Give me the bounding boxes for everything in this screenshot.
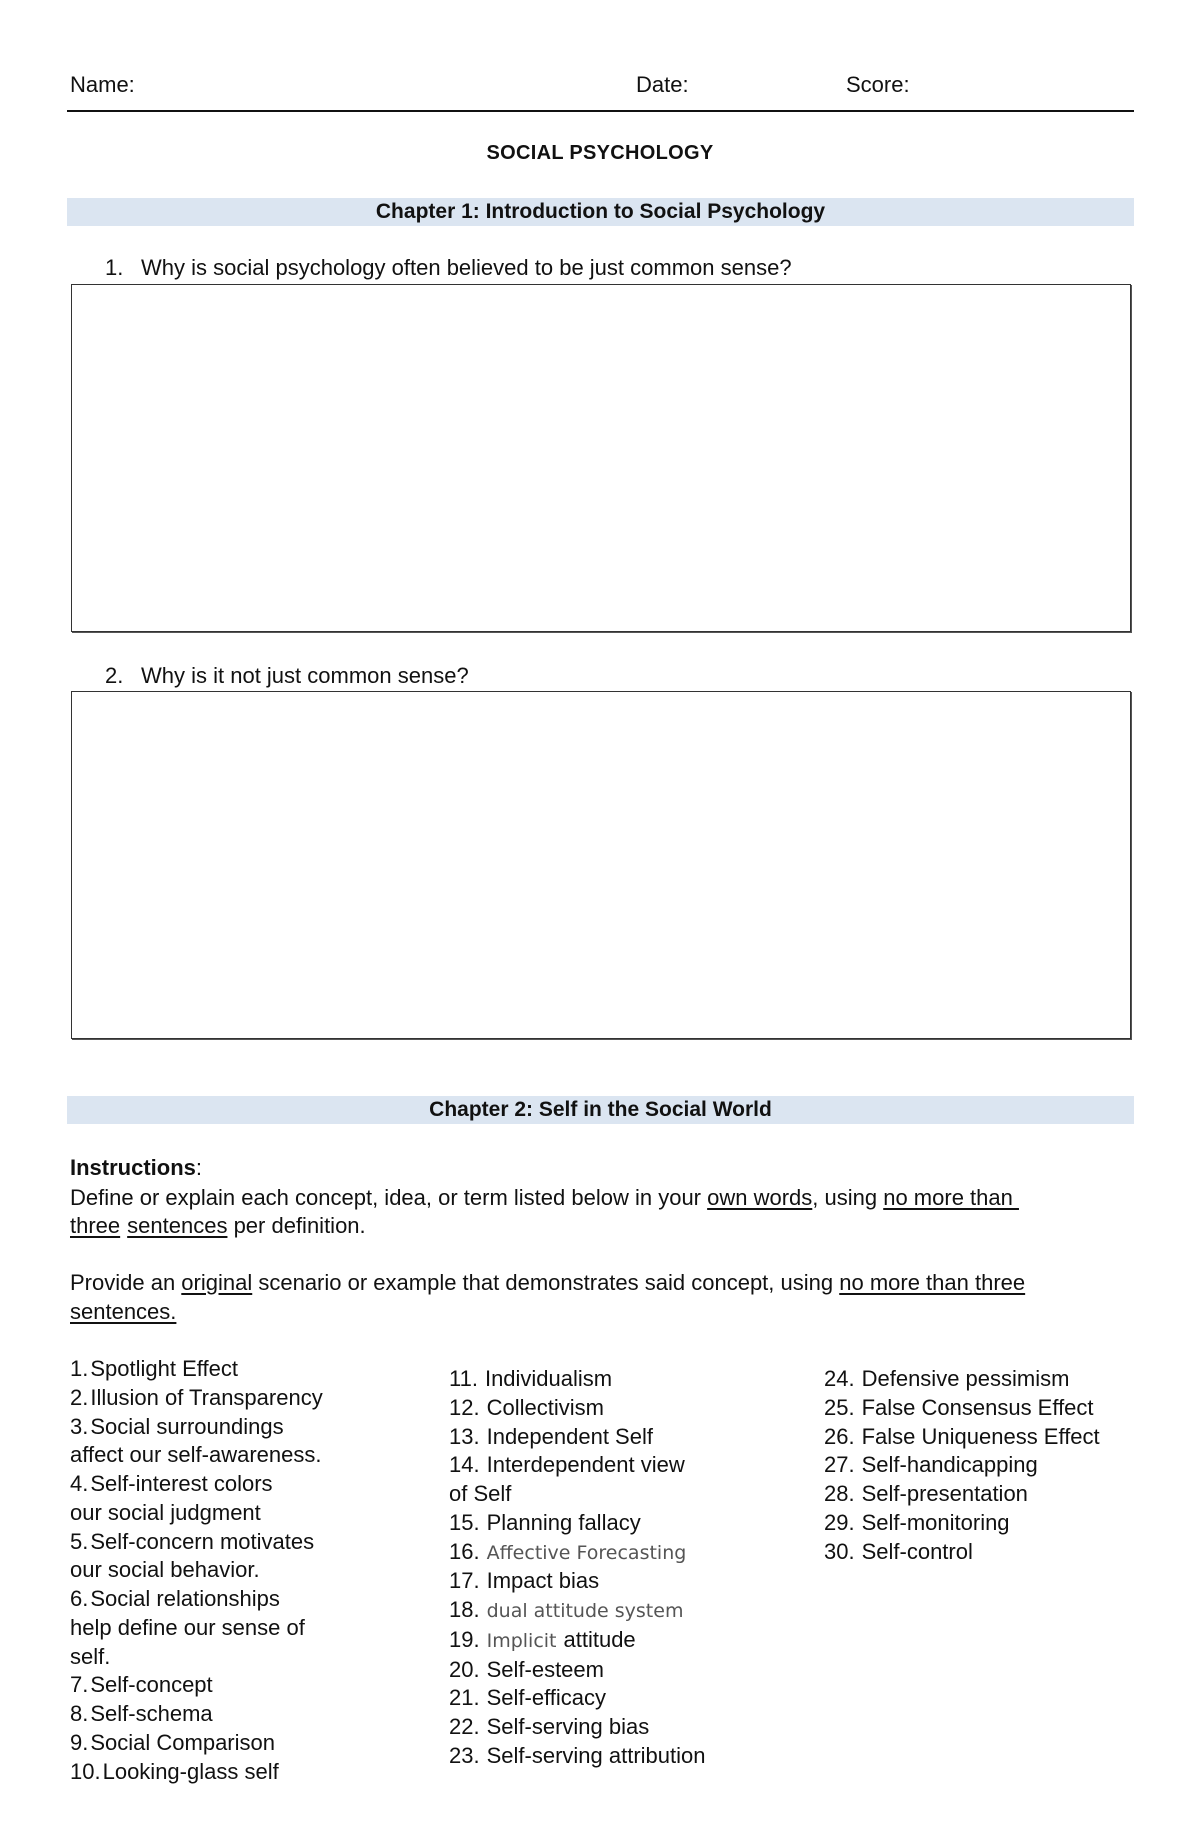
term-text: Planning fallacy bbox=[486, 1509, 641, 1535]
question-number: 2. bbox=[105, 663, 124, 688]
term-text: Self-control bbox=[861, 1538, 973, 1564]
term-text: Self-interest colors our social judgment bbox=[70, 1471, 273, 1525]
question-text: Why is it not just common sense? bbox=[141, 663, 469, 688]
term-number: 4. bbox=[70, 1471, 89, 1496]
term-text: Self-serving bias bbox=[486, 1714, 650, 1739]
term-number: 27. bbox=[824, 1452, 855, 1478]
terms-column-1 bbox=[70, 1355, 323, 1786]
term-text: Self-concept bbox=[90, 1672, 213, 1698]
term-text: Individualism bbox=[484, 1366, 613, 1391]
term-number: 28. bbox=[824, 1481, 855, 1506]
instruction-text: Provide an bbox=[70, 1270, 182, 1295]
term-number: 12. bbox=[449, 1394, 480, 1420]
term-item bbox=[824, 1509, 1100, 1538]
term-number: 15. bbox=[449, 1509, 480, 1535]
term-text: Self-schema bbox=[90, 1701, 213, 1726]
term-item bbox=[824, 1394, 1100, 1423]
instruction-emphasis: sentences bbox=[127, 1213, 228, 1238]
term-number: 9. bbox=[70, 1729, 89, 1755]
term-text: Impact bias bbox=[486, 1568, 600, 1594]
chapter1-heading: Chapter 1: Introduction to Social Psychology bbox=[67, 198, 1134, 226]
term-number: 17. bbox=[449, 1568, 480, 1594]
instruction-emphasis: no more than three bbox=[839, 1270, 1026, 1295]
term-item bbox=[449, 1626, 705, 1656]
term-text: Defensive pessimism bbox=[861, 1366, 1070, 1391]
instruction-text: Define or explain each concept, idea, or term listed below in your bbox=[70, 1185, 708, 1210]
term-number: 20. bbox=[449, 1656, 480, 1682]
term-item bbox=[70, 1384, 323, 1413]
term-item bbox=[70, 1700, 323, 1729]
term-text: Interdependent view of Self bbox=[449, 1452, 685, 1506]
term-number: 10. bbox=[70, 1758, 101, 1784]
score-label: Score: bbox=[846, 72, 910, 97]
instruction-emphasis: no more than bbox=[883, 1185, 1019, 1210]
term-text: attitude bbox=[563, 1626, 636, 1652]
term-number: 2. bbox=[70, 1384, 89, 1410]
term-number: 24. bbox=[824, 1366, 855, 1391]
term-text: Social surroundings affect our self-awareness. bbox=[70, 1413, 322, 1468]
term-text: Collectivism bbox=[486, 1394, 604, 1420]
instruction-emphasis: three bbox=[70, 1213, 121, 1238]
term-number: 19. bbox=[449, 1626, 480, 1652]
term-number: 23. bbox=[449, 1742, 480, 1768]
term-number: 13. bbox=[449, 1423, 480, 1449]
term-text: Self-presentation bbox=[861, 1481, 1028, 1506]
instruction-emphasis: original bbox=[181, 1270, 253, 1295]
term-item bbox=[449, 1538, 705, 1568]
name-label: Name: bbox=[70, 72, 135, 97]
answer-box-1 bbox=[71, 284, 1131, 632]
term-number: 3. bbox=[70, 1413, 89, 1439]
term-text: Illusion of Transparency bbox=[90, 1384, 323, 1410]
term-item bbox=[70, 1671, 323, 1700]
instructions-paragraph1-line2 bbox=[70, 1212, 366, 1240]
term-text: Independent Self bbox=[486, 1423, 653, 1449]
term-item bbox=[449, 1656, 705, 1685]
term-text: Looking-glass self bbox=[102, 1758, 279, 1784]
term-item bbox=[824, 1423, 1100, 1452]
instructions-paragraph2-line2 bbox=[70, 1298, 176, 1326]
term-item bbox=[70, 1585, 323, 1671]
chapter2-heading: Chapter 2: Self in the Social World bbox=[67, 1096, 1134, 1124]
page-title: SOCIAL PSYCHOLOGY bbox=[486, 142, 714, 164]
term-item bbox=[449, 1684, 705, 1713]
instructions-paragraph1-line1 bbox=[70, 1184, 1019, 1212]
term-number: 7. bbox=[70, 1672, 89, 1698]
term-item bbox=[824, 1365, 1100, 1394]
term-item bbox=[70, 1413, 323, 1471]
term-item bbox=[449, 1567, 705, 1596]
term-number: 14. bbox=[449, 1452, 480, 1478]
term-number: 8. bbox=[70, 1701, 89, 1726]
term-text: False Consensus Effect bbox=[861, 1394, 1094, 1420]
term-number: 26. bbox=[824, 1423, 855, 1449]
term-number: 25. bbox=[824, 1394, 855, 1420]
instructions-colon: : bbox=[195, 1155, 203, 1180]
term-text: Self-monitoring bbox=[861, 1509, 1010, 1535]
instruction-text: scenario or example that demonstrates said concept, using bbox=[252, 1270, 840, 1295]
term-text: Self-concern motivates our social behavior. bbox=[70, 1528, 315, 1583]
term-item bbox=[70, 1528, 323, 1586]
term-item bbox=[449, 1742, 705, 1771]
term-number: 1. bbox=[70, 1356, 89, 1381]
term-item bbox=[70, 1470, 323, 1528]
term-number: 11. bbox=[449, 1366, 478, 1391]
term-number: 18. bbox=[449, 1597, 480, 1622]
instruction-text: , using bbox=[812, 1185, 884, 1210]
term-number: 30. bbox=[824, 1538, 855, 1564]
term-item bbox=[824, 1480, 1100, 1509]
term-item bbox=[70, 1355, 323, 1384]
header-rule bbox=[67, 110, 1134, 112]
date-label: Date: bbox=[636, 72, 689, 97]
term-text: Self-serving attribution bbox=[486, 1742, 706, 1768]
question-text: Why is social psychology often believed to be just common sense? bbox=[141, 255, 792, 280]
term-text: Social Comparison bbox=[90, 1729, 275, 1755]
term-text: Self-esteem bbox=[486, 1656, 604, 1682]
term-number: 5. bbox=[70, 1528, 89, 1554]
term-number: 21. bbox=[449, 1685, 480, 1711]
term-text: Implicit bbox=[486, 1629, 557, 1652]
term-item bbox=[70, 1729, 323, 1758]
instructions-label: Instructions bbox=[70, 1155, 196, 1180]
term-text: Spotlight Effect bbox=[90, 1356, 238, 1381]
term-item bbox=[449, 1713, 705, 1742]
term-text: False Uniqueness Effect bbox=[861, 1423, 1100, 1449]
instruction-emphasis: own words bbox=[707, 1185, 813, 1210]
term-item bbox=[449, 1423, 705, 1452]
term-number: 22. bbox=[449, 1714, 480, 1739]
term-item bbox=[449, 1451, 705, 1509]
instructions-heading bbox=[70, 1154, 202, 1182]
instructions-paragraph2-line1 bbox=[70, 1269, 1025, 1297]
term-item bbox=[449, 1509, 705, 1538]
terms-column-2 bbox=[449, 1365, 705, 1771]
instruction-text: per definition. bbox=[227, 1213, 366, 1238]
term-number: 16. bbox=[449, 1538, 480, 1564]
answer-box-2 bbox=[71, 691, 1131, 1039]
term-item bbox=[449, 1394, 705, 1423]
term-number: 29. bbox=[824, 1509, 855, 1535]
term-item bbox=[449, 1596, 705, 1626]
question-number: 1. bbox=[105, 255, 124, 280]
term-text: Affective Forecasting bbox=[486, 1541, 687, 1564]
term-item bbox=[824, 1538, 1100, 1567]
term-item bbox=[70, 1758, 323, 1787]
term-text: Self-handicapping bbox=[861, 1452, 1038, 1478]
term-number: 6. bbox=[70, 1586, 89, 1611]
term-item bbox=[449, 1365, 705, 1394]
term-text: dual attitude system bbox=[486, 1600, 684, 1622]
instruction-emphasis: sentences. bbox=[70, 1299, 177, 1324]
term-text: Self-efficacy bbox=[486, 1685, 607, 1711]
term-text: Social relationships help define our sense of self. bbox=[70, 1586, 305, 1669]
term-item bbox=[824, 1451, 1100, 1480]
terms-column-3 bbox=[824, 1365, 1100, 1566]
